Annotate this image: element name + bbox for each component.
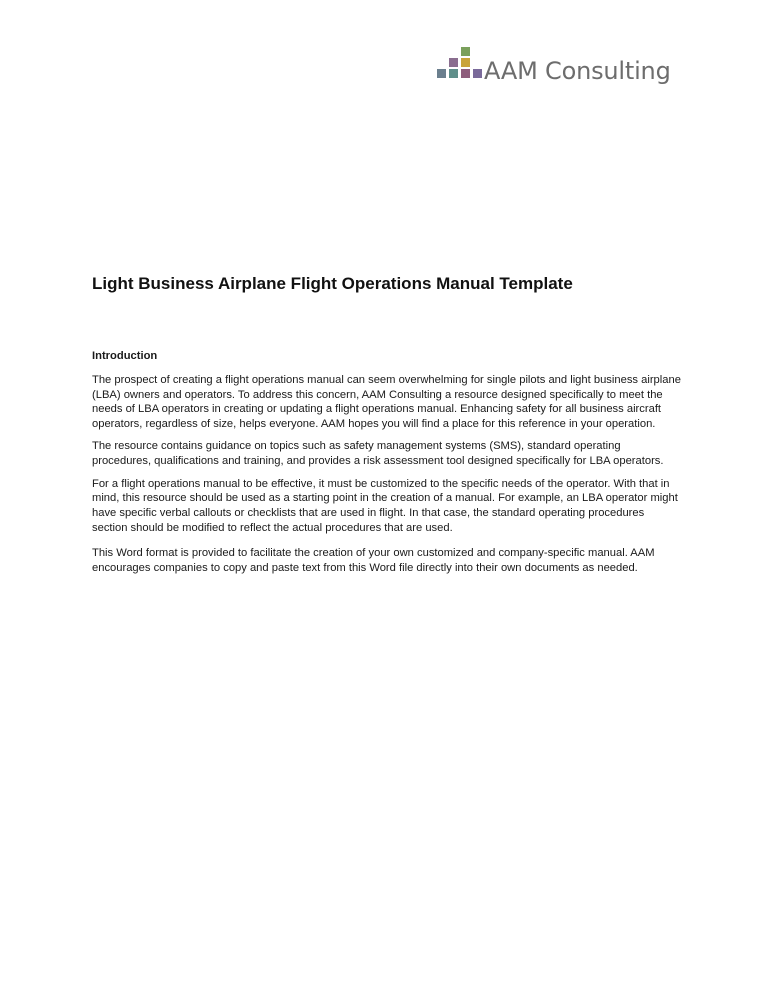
section-heading: Introduction	[92, 350, 158, 362]
document-title: Light Business Airplane Flight Operations Manual Template	[92, 274, 573, 293]
logo-square	[473, 69, 482, 78]
company-logo	[437, 47, 677, 87]
paragraph: The resource contains guidance on topics such as safety management systems (SMS), standard operating procedures, qualifications and training, and provides a risk assessment tool designed specifically for LBA operators.	[92, 440, 664, 468]
paragraph: This Word format is provided to facilitate the creation of your own customized and company-specific manual. AAM encourages companies to copy and paste text from this Word file directly into their own documents as needed.	[92, 546, 655, 574]
logo-square	[449, 58, 458, 67]
logo-square	[437, 69, 446, 78]
logo-square	[449, 69, 458, 78]
logo-text: AAM Consulting	[484, 57, 671, 85]
paragraph: For a flight operations manual to be effective, it must be customized to the specific needs of the operator. With that in mind, this resource should be used as a starting point in the creation of a manual. For example, an LBA operator might have specific verbal callouts or checklists that are used in flight. In that case, the standard operating procedures section should be modified to reflect the actual procedures that are used.	[92, 477, 678, 534]
document-body	[92, 349, 682, 583]
logo-square	[461, 69, 470, 78]
paragraph: The prospect of creating a flight operations manual can seem overwhelming for single pilots and light business airplane (LBA) owners and operators. To address this concern, AAM Consulting a resource designed specifically to meet the needs of LBA operators in creating or updating a flight operations manual. Enhancing safety for all business aircraft operators, regardless of size, helps everyone. AAM hopes you will find a place for this reference in your operation.	[92, 373, 681, 431]
logo-square	[461, 58, 470, 67]
logo-square	[461, 47, 470, 56]
logo-mark-icon	[437, 47, 481, 87]
